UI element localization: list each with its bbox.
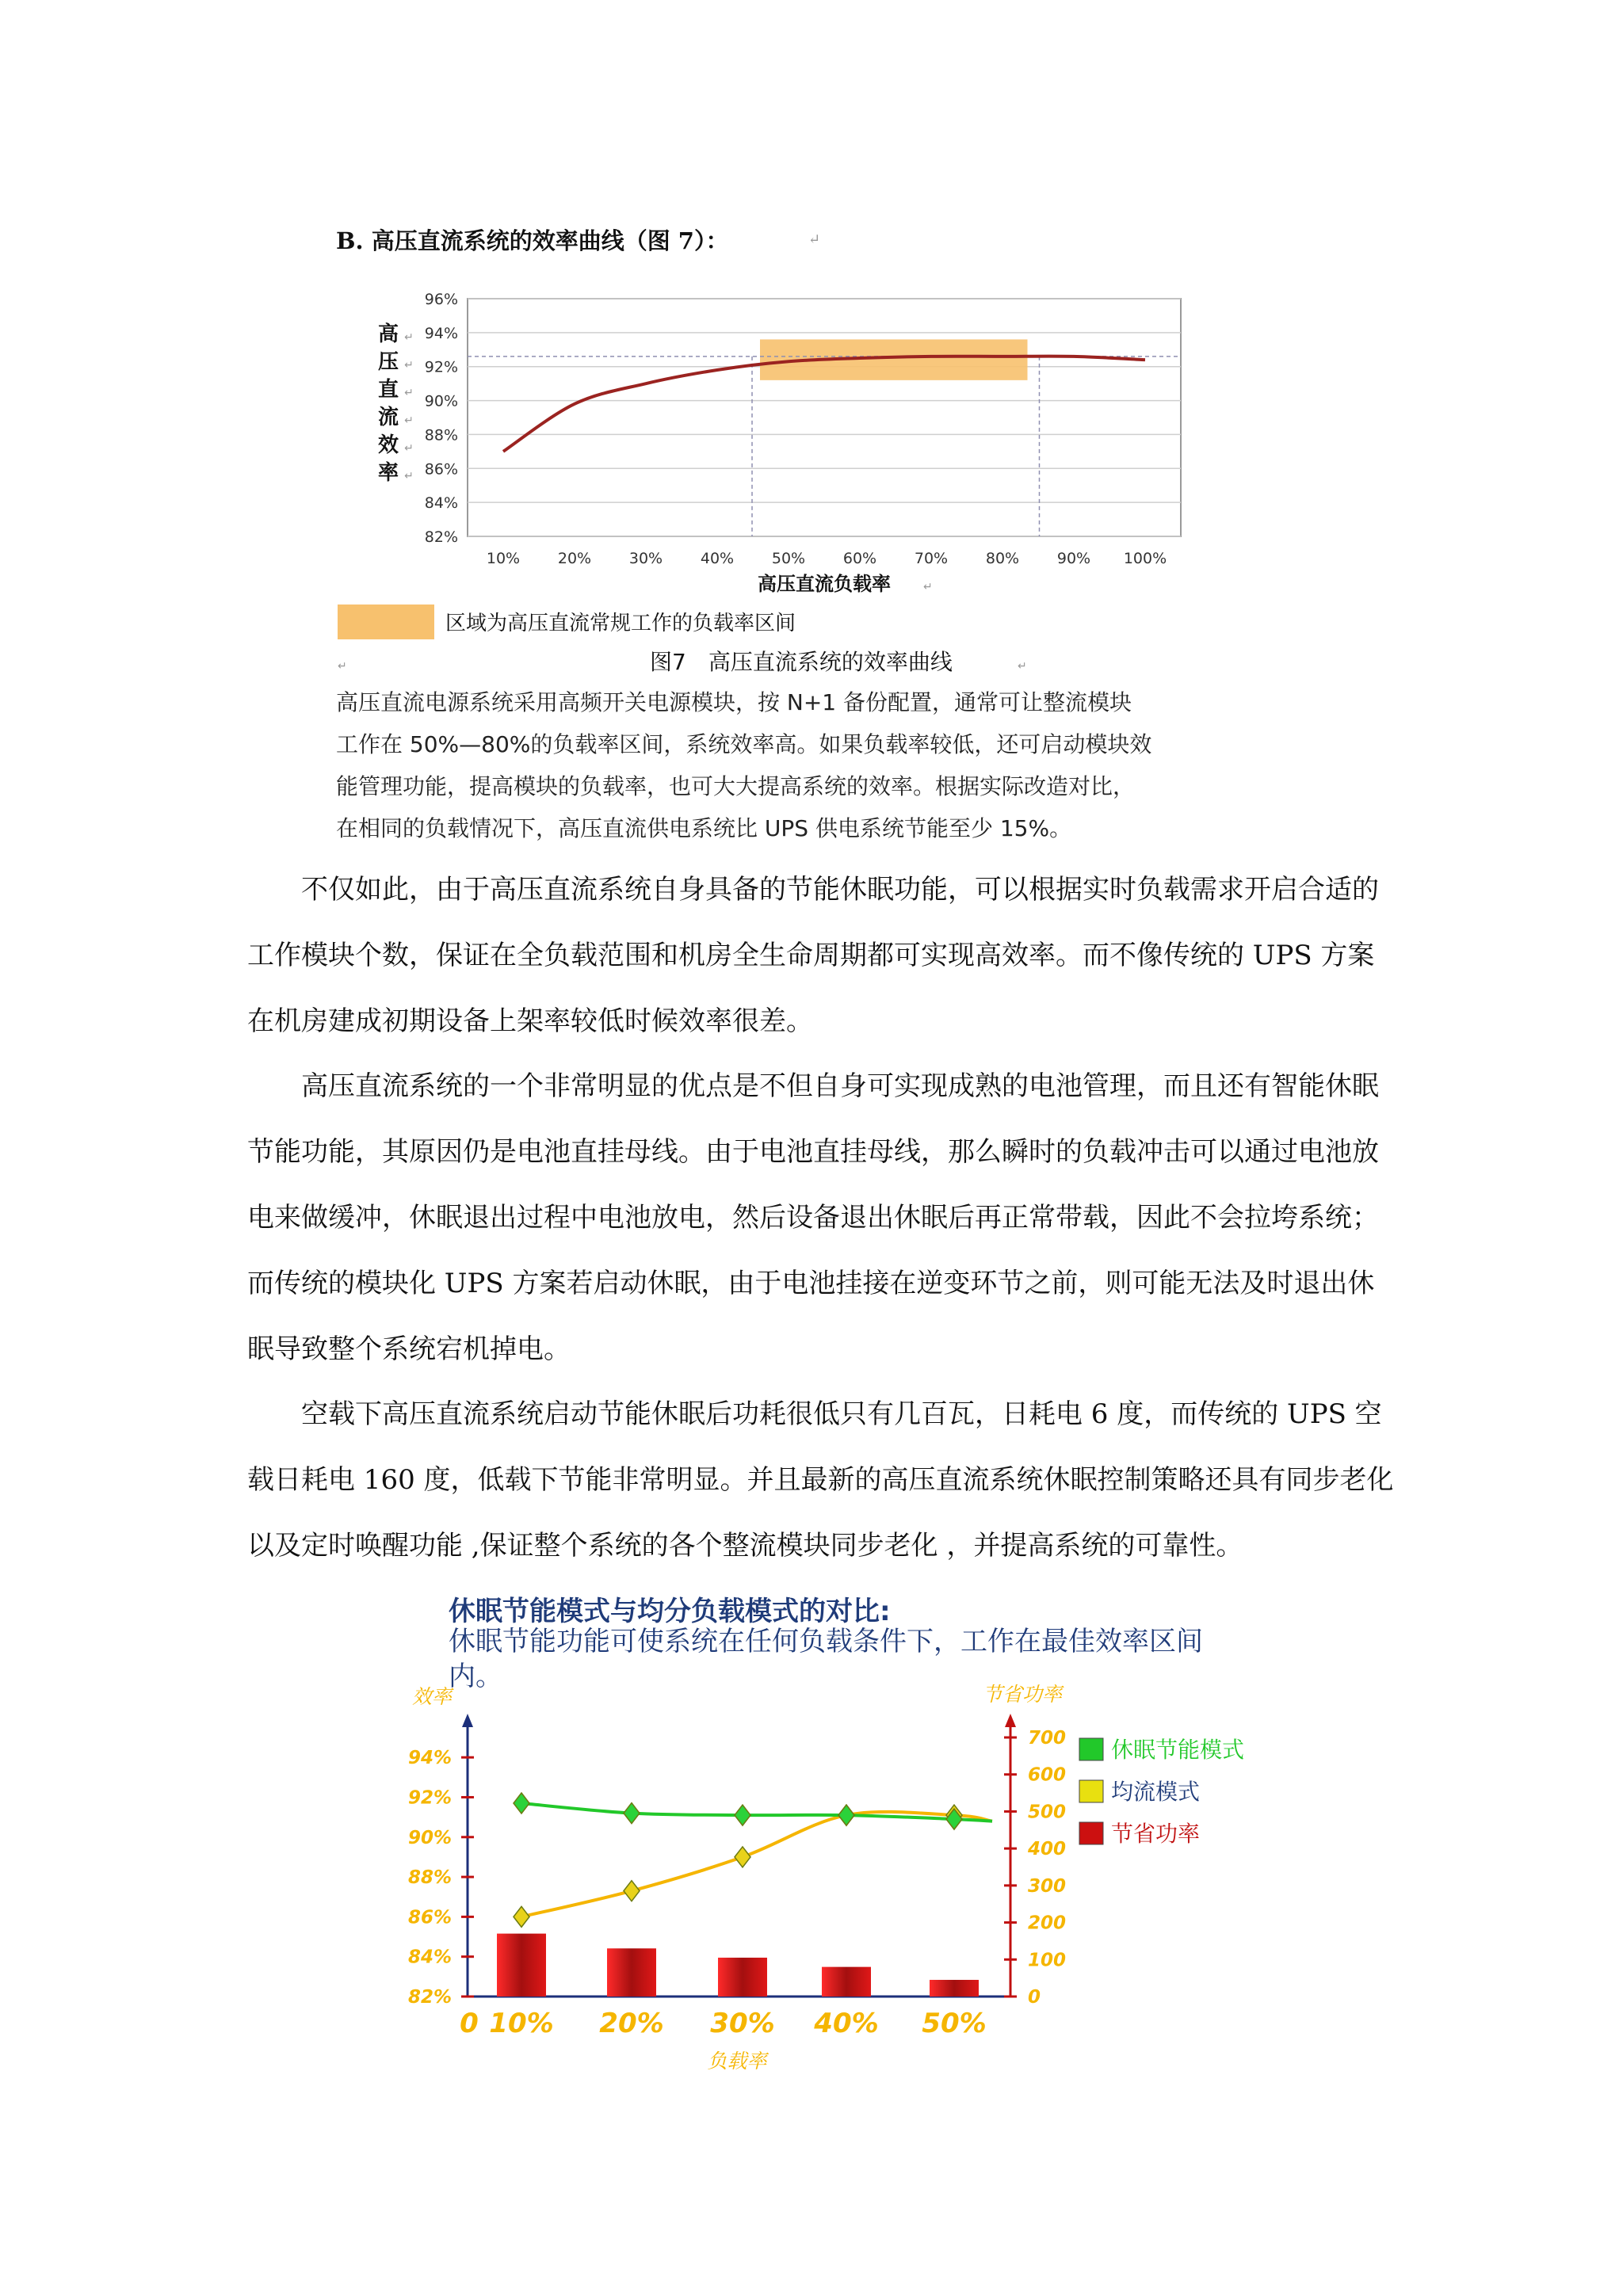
x-tick-label: 30% bbox=[710, 2008, 775, 2039]
average-mode-marker bbox=[624, 1881, 640, 1901]
y-axis-label-char: 流 bbox=[377, 406, 399, 429]
section-title: B. 高压直流系统的效率曲线（图 7）： bbox=[336, 227, 729, 254]
x-tick-label: 10% bbox=[489, 2008, 554, 2039]
right-tick-label: 600 bbox=[1028, 1764, 1067, 1786]
text-line: 在机房建成初期设备上架率较低时候效率很差。 bbox=[247, 1005, 813, 1037]
x-axis-title: 负载率 bbox=[707, 2050, 767, 2073]
text-line: 工作模块个数，保证在全负载范围和机房全生命周期都可实现高效率。而不像传统的 UPS 方案 bbox=[247, 940, 1375, 971]
y-axis-label-char: 压 bbox=[377, 350, 399, 374]
x-tick-label: 20% bbox=[599, 2008, 664, 2039]
y-tick-label: 92% bbox=[424, 358, 458, 376]
left-tick-label: 82% bbox=[407, 1987, 452, 2008]
right-tick-label: 500 bbox=[1028, 1802, 1067, 1823]
right-tick-label: 100 bbox=[1028, 1950, 1067, 1971]
left-tick-label: 86% bbox=[407, 1907, 452, 1928]
saved-power-bar bbox=[822, 1967, 871, 1997]
line-break-icon: ↵ bbox=[404, 359, 414, 372]
average-mode-marker bbox=[735, 1847, 750, 1867]
y-tick-label: 90% bbox=[424, 392, 458, 410]
arrow-icon bbox=[1005, 1714, 1016, 1727]
paragraph-mark-icon: ↵ bbox=[808, 231, 821, 248]
y-axis-label-char: 率 bbox=[377, 461, 399, 485]
legend-swatch bbox=[1079, 1738, 1103, 1760]
line-break-icon: ↵ bbox=[1018, 660, 1027, 673]
line-break-icon: ↵ bbox=[338, 660, 347, 673]
right-axis-title: 节省功率 bbox=[983, 1684, 1063, 1706]
x-tick-label: 30% bbox=[628, 550, 663, 567]
efficiency-curve-chart bbox=[333, 281, 1316, 685]
x-axis-label: 高压直流负载率 bbox=[758, 573, 891, 595]
text-line: 眠导致整个系统宕机掉电。 bbox=[247, 1333, 571, 1365]
text-line: 高压直流系统的一个非常明显的优点是不但自身可实现成熟的电池管理，而且还有智能休眠 bbox=[301, 1070, 1379, 1102]
scan-line: 能管理功能，提高模块的负载率，也可大大提高系统的效率。根据实际改造对比， bbox=[336, 773, 1136, 799]
saved-power-bar bbox=[930, 1980, 979, 1997]
scan-line: 高压直流电源系统采用高频开关电源模块，按 N+1 备份配置，通常可让整流模块 bbox=[336, 689, 1132, 715]
x-tick-label: 50% bbox=[922, 2008, 987, 2039]
left-tick-label: 88% bbox=[407, 1867, 452, 1889]
left-axis-title: 效率 bbox=[412, 1685, 453, 1708]
text-line: 空载下高压直流系统启动节能休眠后功耗很低只有几百瓦，日耗电 6 度，而传统的 UPS 空 bbox=[301, 1398, 1382, 1430]
legend-swatch bbox=[1079, 1780, 1103, 1802]
line-break-icon: ↵ bbox=[404, 414, 414, 427]
x-tick-label: 60% bbox=[842, 550, 877, 567]
text-line: 而传统的模块化 UPS 方案若启动休眠，由于电池挂接在逆变环节之前，则可能无法及时退出休 bbox=[247, 1268, 1375, 1299]
x-tick-label: 10% bbox=[486, 550, 521, 567]
y-axis-label-char: 直 bbox=[377, 378, 399, 402]
y-tick-label: 96% bbox=[424, 291, 458, 308]
y-tick-label: 84% bbox=[424, 494, 458, 513]
average-mode-marker bbox=[514, 1906, 529, 1927]
y-tick-label: 86% bbox=[424, 460, 458, 479]
paragraph-2 bbox=[247, 1054, 1379, 1383]
y-tick-label: 88% bbox=[424, 426, 458, 444]
y-tick-label: 82% bbox=[424, 528, 458, 546]
comparison-chart-title: 休眠节能模式与均分负载模式的对比: bbox=[449, 1596, 891, 1627]
x-tick-label: 70% bbox=[914, 550, 949, 567]
line-break-icon: ↵ bbox=[923, 581, 933, 593]
x-tick-label: 0 bbox=[460, 2008, 479, 2039]
text-line: 不仅如此，由于高压直流系统自身具备的节能休眠功能，可以根据实时负载需求开启合适的 bbox=[301, 874, 1379, 906]
line-break-icon: ↵ bbox=[404, 470, 414, 482]
sleep-mode-marker bbox=[838, 1805, 854, 1825]
paragraph-1 bbox=[247, 857, 1379, 1055]
left-tick-label: 94% bbox=[407, 1748, 452, 1769]
x-tick-label: 40% bbox=[700, 550, 735, 567]
legend-swatch bbox=[338, 605, 434, 639]
sleep-mode-marker bbox=[735, 1805, 750, 1825]
line-break-icon: ↵ bbox=[404, 331, 414, 344]
sleep-mode-marker bbox=[624, 1803, 640, 1824]
line-break-icon: ↵ bbox=[404, 387, 414, 399]
right-tick-label: 300 bbox=[1028, 1875, 1067, 1897]
arrow-icon bbox=[462, 1714, 473, 1727]
right-tick-label: 200 bbox=[1028, 1913, 1067, 1934]
x-tick-label: 100% bbox=[1123, 550, 1167, 567]
left-tick-label: 84% bbox=[407, 1947, 452, 1968]
x-tick-label: 20% bbox=[557, 550, 592, 567]
saved-power-bar bbox=[497, 1934, 546, 1997]
y-axis-label-char: 效 bbox=[377, 433, 399, 457]
right-tick-label: 700 bbox=[1028, 1728, 1067, 1749]
left-tick-label: 92% bbox=[407, 1787, 452, 1809]
legend-label: 节省功率 bbox=[1111, 1821, 1201, 1847]
paragraph-3 bbox=[247, 1382, 1394, 1579]
text-line: 以及定时唤醒功能 ,保证整个系统的各个整流模块同步老化 ，并提高系统的可靠性。 bbox=[247, 1530, 1243, 1562]
text-line: 节能功能，其原因仍是电池直挂母线。由于电池直挂母线，那么瞬时的负载冲击可以通过电池放 bbox=[247, 1136, 1379, 1168]
left-tick-label: 90% bbox=[407, 1827, 452, 1848]
x-tick-label: 50% bbox=[771, 550, 806, 567]
saved-power-bar bbox=[718, 1958, 767, 1997]
legend-label: 均流模式 bbox=[1111, 1779, 1201, 1805]
x-tick-label: 40% bbox=[814, 2008, 879, 2039]
y-axis-label-char: 高 bbox=[377, 322, 399, 346]
text-line: 载日耗电 160 度，低载下节能非常明显。并且最新的高压直流系统休眠控制策略还具有同步老化 bbox=[247, 1464, 1394, 1496]
saved-power-bar bbox=[607, 1948, 656, 1997]
x-tick-label: 80% bbox=[985, 550, 1020, 567]
legend-label: 休眠节能模式 bbox=[1111, 1737, 1245, 1763]
sleep-vs-average-chart bbox=[396, 1684, 1316, 2080]
legend-text: 区域为高压直流常规工作的负载率区间 bbox=[445, 612, 796, 635]
scan-line: 在相同的负载情况下，高压直流供电系统比 UPS 供电系统节能至少 15%。 bbox=[336, 815, 1072, 841]
legend-swatch bbox=[1079, 1822, 1103, 1844]
right-tick-label: 400 bbox=[1028, 1839, 1067, 1860]
sleep-mode-marker bbox=[514, 1793, 529, 1814]
plot-frame bbox=[468, 299, 1181, 536]
scanned-paragraph bbox=[336, 681, 1319, 849]
text-line: 电来做缓冲，休眠退出过程中电池放电，然后设备退出休眠后再正常带载，因此不会拉垮系统； bbox=[247, 1202, 1379, 1234]
scan-line: 工作在 50%—80%的负载率区间，系统效率高。如果负载率较低，还可启动模块效 bbox=[336, 731, 1152, 757]
x-tick-label: 90% bbox=[1056, 550, 1091, 567]
line-break-icon: ↵ bbox=[404, 442, 414, 455]
comparison-chart-subtitle: 休眠节能功能可使系统在任何负载条件下，工作在最佳效率区间内。 bbox=[449, 1626, 1203, 1692]
figure-caption: 图7 高压直流系统的效率曲线 bbox=[650, 649, 953, 675]
average-mode-line bbox=[521, 1812, 992, 1917]
right-tick-label: 0 bbox=[1028, 1987, 1041, 2008]
y-tick-label: 94% bbox=[424, 324, 458, 342]
